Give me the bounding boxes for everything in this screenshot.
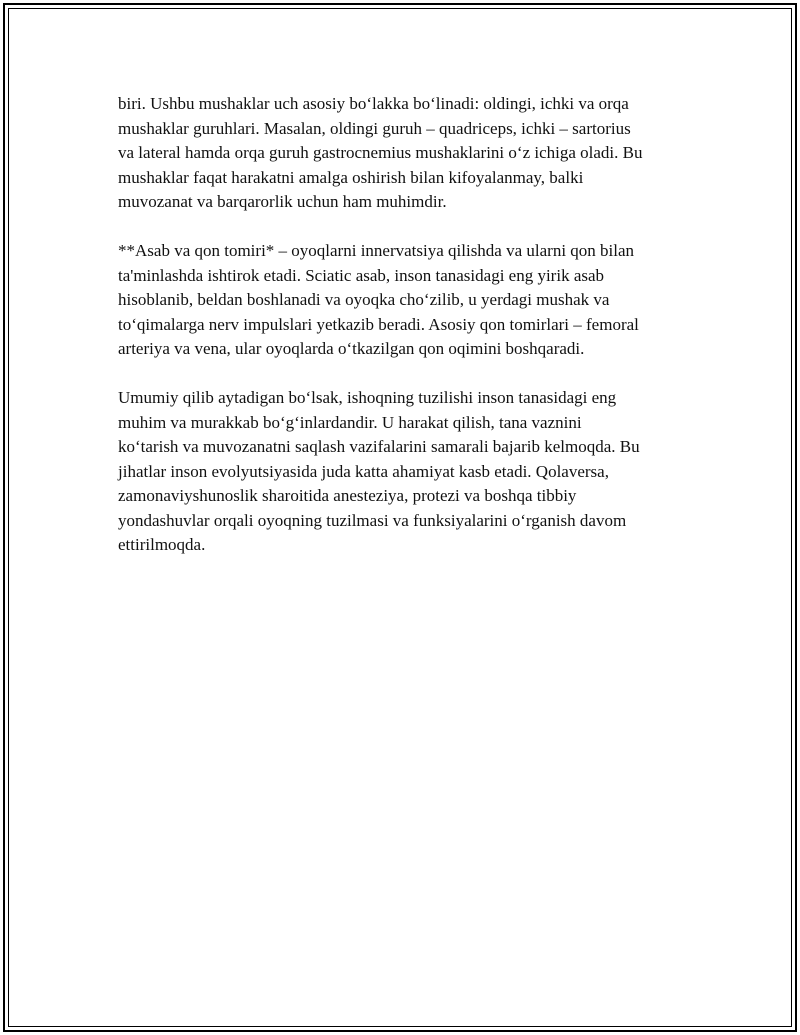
paragraph-conclusion — [118, 386, 698, 558]
text-line: muvozanat va barqarorlik uchun ham muhimdir. — [118, 192, 447, 211]
text-line: va lateral hamda orqa guruh gastrocnemius mushaklarini o‘z ichiga oladi. Bu — [118, 143, 643, 162]
text-line: biri. Ushbu mushaklar uch asosiy bo‘lakka bo‘linadi: oldingi, ichki va orqa — [118, 94, 629, 113]
text-line: yondashuvlar orqali oyoqning tuzilmasi va funksiyalarini o‘rganish davom — [118, 510, 627, 530]
text-line: muhim va murakkab bo‘g‘inlardandir. U harakat qilish, tana vaznini — [118, 412, 582, 432]
text-line: ta'minlashda ishtirok etadi. Sciatic asab, inson tanasidagi eng yirik asab — [118, 265, 605, 285]
page-body — [118, 92, 698, 582]
text-line: ettirilmoqda. — [118, 535, 206, 554]
paragraph-nerves-vessels — [118, 239, 698, 362]
text-line: Umumiy qilib aytadigan bo‘lsak, ishoqning tuzilishi inson tanasidagi eng — [118, 388, 617, 407]
text-line: arteriya va vena, ular oyoqlarda o‘tkazilgan qon oqimini boshqaradi. — [118, 339, 585, 358]
paragraph-muscles — [118, 92, 698, 215]
text-line: hisoblanib, beldan boshlanadi va oyoqka cho‘zilib, u yerdagi mushak va — [118, 290, 610, 309]
text-line: zamonaviyshunoslik sharoitida anesteziya, protezi va boshqa tibbiy — [118, 486, 577, 505]
text-line: to‘qimalarga nerv impulslari yetkazib beradi. Asosiy qon tomirlari – femoral — [118, 314, 639, 334]
text-line: ko‘tarish va muvozanatni saqlash vazifalarini samarali bajarib kelmoqda. Bu — [118, 437, 640, 456]
text-line: mushaklar faqat harakatni amalga oshirish bilan kifoyalanmay, balki — [118, 167, 584, 187]
text-line: **Asab va qon tomiri* – oyoqlarni innervatsiya qilishda va ularni qon bilan — [118, 241, 635, 260]
text-line: mushaklar guruhlari. Masalan, oldingi guruh – quadriceps, ichki – sartorius — [118, 118, 631, 138]
text-line: jihatlar inson evolyutsiyasida juda katta ahamiyat kasb etadi. Qolaversa, — [118, 461, 609, 481]
